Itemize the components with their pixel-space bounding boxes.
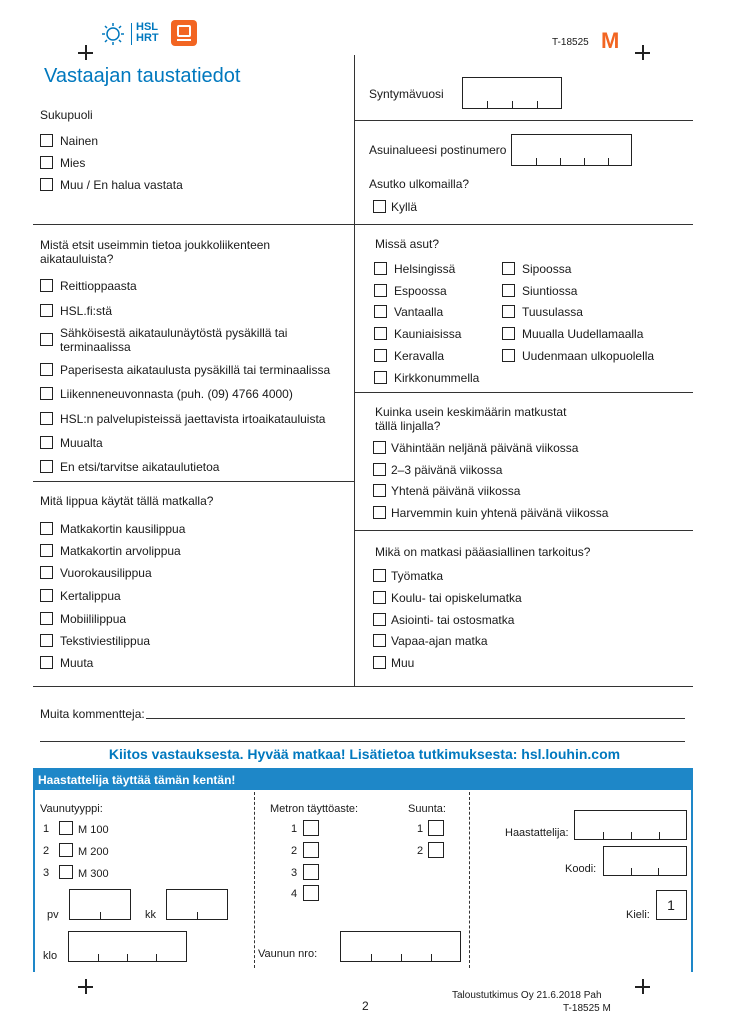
option-label: Espoossa	[394, 284, 447, 298]
section-divider	[469, 792, 470, 968]
checkbox-fill-2[interactable]	[303, 842, 319, 858]
checkbox-frequency[interactable]	[373, 484, 386, 497]
option-label: 2–3 päivänä viikossa	[391, 463, 503, 477]
center-divider	[354, 55, 355, 686]
checkbox-ticket[interactable]	[40, 612, 53, 625]
option-label: Tekstiviestilippua	[60, 634, 151, 648]
checkbox-residence[interactable]	[374, 349, 387, 362]
comments-label: Muita kommentteja:	[40, 707, 145, 721]
crosshair-mark	[78, 979, 93, 994]
fill-num: 2	[291, 845, 298, 857]
language-label: Kieli:	[626, 909, 650, 921]
checkbox-info[interactable]	[40, 436, 53, 449]
checkbox-ticket[interactable]	[40, 656, 53, 669]
option-label: Helsingissä	[394, 262, 456, 276]
purpose-question: Mikä on matkasi pääasiallinen tarkoitus?	[375, 545, 591, 559]
option-label: Paperisesta aikataulusta pysäkillä tai terminaalissa	[60, 363, 331, 377]
checkbox-residence[interactable]	[502, 349, 515, 362]
car-type-label: Vaunutyyppi:	[40, 803, 103, 815]
abroad-question: Asutko ulkomailla?	[369, 177, 470, 191]
option-label: Muuta	[60, 656, 94, 670]
option-label: Mobiililippua	[60, 612, 127, 626]
option-label: Vähintään neljänä päivänä viikossa	[391, 441, 579, 455]
kk-label: kk	[145, 909, 156, 921]
checkbox-frequency[interactable]	[373, 463, 386, 476]
car-no-label: Vaunun nro:	[258, 948, 318, 960]
checkbox-frequency[interactable]	[373, 441, 386, 454]
checkbox-info[interactable]	[40, 460, 53, 473]
option-label: Liikenneneuvonnasta (puh. (09) 4766 4000)	[60, 387, 293, 401]
checkbox-residence[interactable]	[502, 284, 515, 297]
checkbox-info[interactable]	[40, 363, 53, 376]
checkbox-residence[interactable]	[374, 305, 387, 318]
form-code: T-18525	[552, 37, 589, 48]
direction-num: 2	[417, 845, 424, 857]
option-label: Kauniaisissa	[394, 327, 462, 341]
option-label: Vuorokausilippua	[60, 566, 152, 580]
checkbox-ticket[interactable]	[40, 566, 53, 579]
footer-company: Taloustutkimus Oy 21.6.2018 Pah	[452, 990, 602, 1001]
checkbox-m200[interactable]	[59, 843, 73, 857]
checkbox-ticket[interactable]	[40, 522, 53, 535]
car-number-field[interactable]	[340, 931, 461, 962]
option-label: Muu	[391, 656, 415, 670]
option-label: Vapaa-ajan matka	[391, 634, 488, 648]
gender-question: Sukupuoli	[40, 108, 93, 122]
checkbox-purpose[interactable]	[373, 613, 386, 626]
info-question: Mistä etsit useimmin tietoa joukkoliikenteen aikatauluista?	[40, 238, 271, 266]
option-label: Yhtenä päivänä viikossa	[391, 484, 521, 498]
checkbox-direction-1[interactable]	[428, 820, 444, 836]
comments-line[interactable]	[40, 741, 685, 742]
divider	[354, 530, 693, 531]
checkbox-purpose[interactable]	[373, 569, 386, 582]
option-label: Kertalippua	[60, 589, 121, 603]
car-type-label: M 300	[78, 868, 109, 880]
checkbox-ticket[interactable]	[40, 634, 53, 647]
comments-line[interactable]	[146, 718, 685, 719]
checkbox-mies[interactable]	[40, 156, 53, 169]
bus-icon	[171, 20, 197, 46]
fill-label: Metron täyttöaste:	[270, 803, 359, 815]
crosshair-mark	[635, 979, 650, 994]
birth-year-field[interactable]	[462, 77, 562, 109]
option-label: Harvemmin kuin yhtenä päivänä viikossa	[391, 506, 609, 520]
option-label: Siuntiossa	[522, 284, 578, 298]
checkbox-info[interactable]	[40, 279, 53, 292]
ticket-question: Mitä lippua käytät tällä matkalla?	[40, 494, 214, 508]
checkbox-kylla[interactable]	[373, 200, 386, 213]
option-label: Tuusulassa	[522, 305, 583, 319]
checkbox-purpose[interactable]	[373, 591, 386, 604]
option-label: Muualta	[60, 436, 103, 450]
checkbox-frequency[interactable]	[373, 506, 386, 519]
option-label: Muualla Uudellamaalla	[522, 327, 644, 341]
option-label: Uudenmaan ulkopuolella	[522, 349, 655, 363]
option-label: Vantaalla	[394, 305, 444, 319]
checkbox-residence[interactable]	[502, 305, 515, 318]
language-value: 1	[667, 897, 675, 913]
checkbox-m100[interactable]	[59, 821, 73, 835]
car-type-num: 2	[43, 845, 50, 857]
residence-question: Missä asut?	[375, 237, 440, 251]
frequency-question: Kuinka usein keskimäärin matkustat tällä linjalla?	[375, 405, 567, 433]
checkbox-residence[interactable]	[374, 262, 387, 275]
sun-icon	[100, 22, 126, 46]
option-label: Nainen	[60, 134, 99, 148]
interviewer-header: Haastattelija täyttää tämän kentän!	[38, 773, 236, 787]
day-field[interactable]	[69, 889, 131, 920]
page-number: 2	[362, 999, 369, 1013]
checkbox-ticket[interactable]	[40, 589, 53, 602]
code-field[interactable]	[603, 846, 687, 876]
checkbox-fill-3[interactable]	[303, 864, 319, 880]
crosshair-mark	[635, 45, 650, 60]
checkbox-fill-4[interactable]	[303, 885, 319, 901]
logo-text-hsl: HSL	[136, 21, 158, 33]
option-label: Koulu- tai opiskelumatka	[391, 591, 522, 605]
option-label: Sipoossa	[522, 262, 572, 276]
fill-num: 1	[291, 823, 298, 835]
option-label: Matkakortin arvolippua	[60, 544, 181, 558]
option-label-line2: terminaalissa	[60, 340, 131, 354]
option-label: En etsi/tarvitse aikataulutietoa	[60, 460, 220, 474]
interviewer-field[interactable]	[574, 810, 687, 840]
checkbox-residence[interactable]	[374, 327, 387, 340]
postal-code-field[interactable]	[511, 134, 632, 166]
language-field[interactable]	[656, 890, 687, 920]
divider	[33, 481, 354, 482]
page-title: Vastaajan taustatiedot	[44, 65, 241, 87]
option-label: Työmatka	[391, 569, 444, 583]
option-label: Matkakortin kausilippua	[60, 522, 186, 536]
checkbox-purpose[interactable]	[373, 634, 386, 647]
divider	[354, 392, 693, 393]
option-label: HSL:n palvelupisteissä jaettavista irtoaikatauluista	[60, 412, 326, 426]
checkbox-residence[interactable]	[502, 262, 515, 275]
birth-year-label: Syntymävuosi	[369, 87, 444, 101]
fill-num: 4	[291, 888, 298, 900]
car-type-label: M 100	[78, 824, 109, 836]
option-label: Muu / En halua vastata	[60, 178, 183, 192]
month-field[interactable]	[166, 889, 228, 920]
postal-label: Asuinalueesi postinumero	[369, 143, 507, 157]
divider	[33, 224, 693, 225]
direction-label: Suunta:	[408, 803, 446, 815]
car-type-num: 3	[43, 867, 50, 879]
crosshair-mark	[78, 45, 93, 60]
code-label: Koodi:	[565, 863, 597, 875]
checkbox-m300[interactable]	[59, 865, 73, 879]
checkbox-muu[interactable]	[40, 178, 53, 191]
checkbox-purpose[interactable]	[373, 656, 386, 669]
option-label: Kyllä	[391, 200, 418, 214]
thanks-text: Kiitos vastauksesta. Hyvää matkaa! Lisätietoa tutkimuksesta: hsl.louhin.com	[108, 746, 621, 762]
pv-label: pv	[47, 909, 59, 921]
checkbox-info[interactable]	[40, 304, 53, 317]
checkbox-info[interactable]	[40, 387, 53, 400]
option-label: Keravalla	[394, 349, 445, 363]
checkbox-fill-1[interactable]	[303, 820, 319, 836]
option-label: HSL.fi:stä	[60, 304, 113, 318]
checkbox-info[interactable]	[40, 412, 53, 425]
checkbox-residence[interactable]	[374, 371, 387, 384]
car-type-label: M 200	[78, 846, 109, 858]
hsl-logo	[100, 20, 200, 48]
direction-num: 1	[417, 823, 424, 835]
divider	[354, 120, 693, 121]
divider	[33, 686, 693, 687]
option-label: Sähköisestä aikataulunäytöstä pysäkillä tai	[60, 326, 288, 340]
car-type-num: 1	[43, 823, 50, 835]
checkbox-residence[interactable]	[502, 327, 515, 340]
form-letter: M	[601, 28, 620, 53]
checkbox-info[interactable]	[40, 333, 53, 346]
checkbox-residence[interactable]	[374, 284, 387, 297]
klo-label: klo	[43, 950, 58, 962]
option-label: Asiointi- tai ostosmatka	[391, 613, 515, 627]
checkbox-nainen[interactable]	[40, 134, 53, 147]
option-label: Kirkkonummella	[394, 371, 480, 385]
option-label: Mies	[60, 156, 86, 170]
logo-text-hrt: HRT	[136, 32, 159, 44]
time-field[interactable]	[68, 931, 187, 962]
option-label: Reittioppaasta	[60, 279, 137, 293]
checkbox-direction-2[interactable]	[428, 842, 444, 858]
checkbox-ticket[interactable]	[40, 544, 53, 557]
interviewer-label: Haastattelija:	[505, 827, 569, 839]
fill-num: 3	[291, 867, 298, 879]
section-divider	[254, 792, 255, 968]
footer-code: T-18525 M	[563, 1003, 611, 1014]
